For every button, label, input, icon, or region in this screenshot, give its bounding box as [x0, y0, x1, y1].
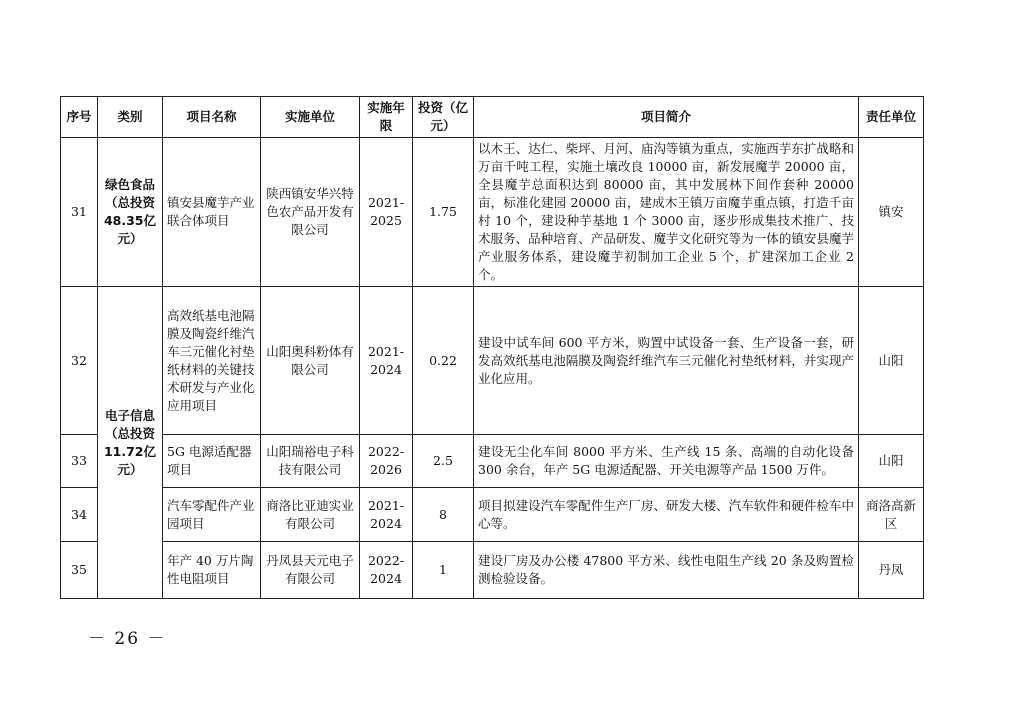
row-period: 2021-2024	[360, 287, 413, 435]
header-unit: 实施单位	[261, 97, 360, 138]
header-category: 类别	[98, 97, 163, 138]
row-unit: 山阳奥科粉体有限公司	[261, 287, 360, 435]
row-intro: 项目拟建设汽车零配件生产厂房、研发大楼、汽车软件和硬件检车中心等。	[474, 488, 859, 542]
table-row	[61, 542, 924, 599]
header-intro: 项目简介	[474, 97, 859, 138]
row-invest: 8	[413, 488, 474, 542]
row-period: 2022-2024	[360, 542, 413, 599]
row-name: 年产 40 万片陶性电阻项目	[163, 542, 261, 599]
table-row	[61, 138, 924, 287]
header-row	[61, 97, 924, 138]
row-resp: 镇安	[859, 138, 924, 287]
category-green-food: 绿色食品（总投资48.35亿元）	[98, 138, 163, 287]
row-seq: 31	[61, 138, 98, 287]
row-intro: 建设无尘化车间 8000 平方米、生产线 15 条、高端的自动化设备 300 余台，年产 5G 电源适配器、开关电源等产品 1500 万件。	[474, 435, 859, 488]
row-name: 镇安县魔芋产业联合体项目	[163, 138, 261, 287]
header-invest: 投资（亿元）	[413, 97, 474, 138]
row-resp: 商洛高新区	[859, 488, 924, 542]
row-intro: 以木王、达仁、柴坪、月河、庙沟等镇为重点，实施西芋东扩战略和万亩千吨工程，实施土壤改良 10000 亩，新发展魔芋 20000 亩，全县魔芋总面积达到 80000 亩，其中发展林下间作套种 20000 亩，标准化建园 20000 亩，建成木王镇万亩魔芋重点镇，打造千亩村 10 个，建设种芋基地 1 个 3000 亩，逐步形成集技术推广、技术服务、品种培育、产品研发、魔芋文化研究等为一体的镇安县魔芋产业服务体系，建设魔芋初制加工企业 5 个，扩建深加工企业 2 个。	[474, 138, 859, 287]
row-unit: 丹凤县天元电子有限公司	[261, 542, 360, 599]
row-seq: 32	[61, 287, 98, 435]
table-row	[61, 488, 924, 542]
row-seq: 34	[61, 488, 98, 542]
row-resp: 山阳	[859, 287, 924, 435]
row-period: 2021-2025	[360, 138, 413, 287]
header-name: 项目名称	[163, 97, 261, 138]
row-invest: 0.22	[413, 287, 474, 435]
row-period: 2021-2024	[360, 488, 413, 542]
row-intro: 建设厂房及办公楼 47800 平方米、线性电阻生产线 20 条及购置检测检验设备。	[474, 542, 859, 599]
row-unit: 商洛比亚迪实业有限公司	[261, 488, 360, 542]
row-resp: 山阳	[859, 435, 924, 488]
row-period: 2022-2026	[360, 435, 413, 488]
row-resp: 丹凤	[859, 542, 924, 599]
header-resp: 责任单位	[859, 97, 924, 138]
row-name: 高效纸基电池隔膜及陶瓷纤维汽车三元催化衬垫纸材料的关键技术研发与产业化应用项目	[163, 287, 261, 435]
row-unit: 陕西镇安华兴特色农产品开发有限公司	[261, 138, 360, 287]
header-seq: 序号	[61, 97, 98, 138]
row-name: 5G 电源适配器项目	[163, 435, 261, 488]
project-table	[60, 96, 924, 599]
row-intro: 建设中试车间 600 平方米，购置中试设备一套、生产设备一套，研发高效纸基电池隔膜及陶瓷纤维汽车三元催化衬垫纸材料，并实现产业化应用。	[474, 287, 859, 435]
row-invest: 1.75	[413, 138, 474, 287]
row-invest: 1	[413, 542, 474, 599]
header-period: 实施年限	[360, 97, 413, 138]
row-unit: 山阳瑞裕电子科技有限公司	[261, 435, 360, 488]
category-electronic: 电子信息（总投资11.72亿元）	[98, 287, 163, 599]
table-row	[61, 435, 924, 488]
table-row	[61, 287, 924, 435]
row-seq: 33	[61, 435, 98, 488]
page-number: － 26 －	[88, 629, 167, 649]
row-name: 汽车零配件产业园项目	[163, 488, 261, 542]
row-invest: 2.5	[413, 435, 474, 488]
row-seq: 35	[61, 542, 98, 599]
